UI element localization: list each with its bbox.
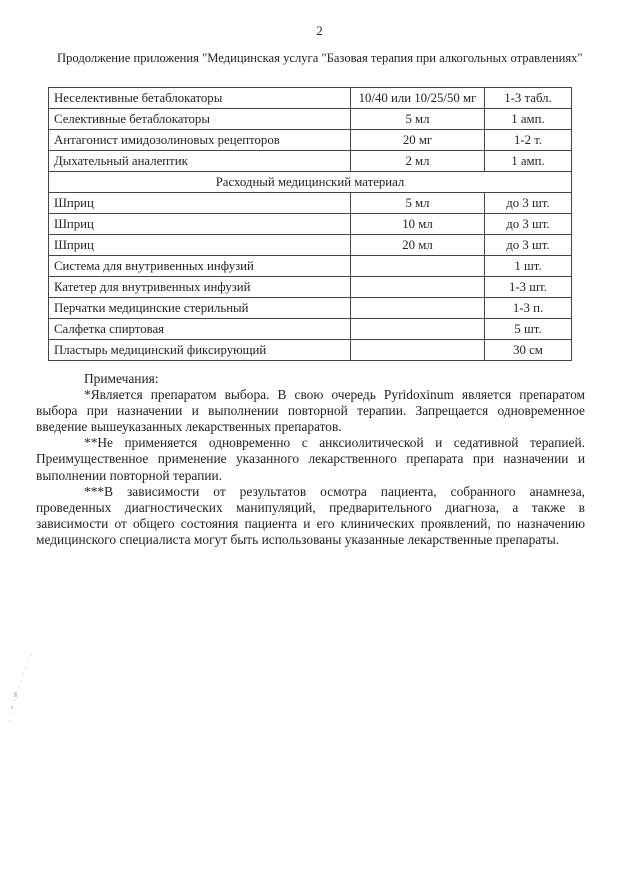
dose-cell [351, 340, 485, 361]
quantity-cell: 1 шт. [485, 256, 572, 277]
note-paragraph: **Не применяется одновременно с анксиолитической и седативной терапией. Преимущественное применение указанного лекарственного препарата при назначении и выполнении повторной терапии. [36, 435, 585, 483]
dose-cell: 10 мл [351, 214, 485, 235]
quantity-cell: до 3 шт. [485, 193, 572, 214]
item-name-cell: Перчатки медицинские стерильный [49, 298, 351, 319]
table-row [49, 256, 572, 277]
dose-cell: 5 мл [351, 109, 485, 130]
page-number: 2 [316, 23, 323, 38]
quantity-cell: 1-3 п. [485, 298, 572, 319]
table-row [49, 340, 572, 361]
item-name-cell: Шприц [49, 235, 351, 256]
item-name-cell: Пластырь медицинский фиксирующий [49, 340, 351, 361]
quantity-cell: 1-3 табл. [485, 88, 572, 109]
table-row [49, 319, 572, 340]
dose-cell: 5 мл [351, 193, 485, 214]
table-row [49, 277, 572, 298]
table-row [49, 109, 572, 130]
table-row [49, 151, 572, 172]
note-paragraph: *Является препаратом выбора. В свою очередь Pyridoxinum является препаратом выбора при назначении и выполнении повторной терапии. Запрещается одновременное введение вышеуказанных лекарственных препаратов. [36, 387, 585, 435]
table-row [49, 130, 572, 151]
dose-cell: 2 мл [351, 151, 485, 172]
quantity-cell: до 3 шт. [485, 235, 572, 256]
table-row [49, 214, 572, 235]
note-paragraph: ***В зависимости от результатов осмотра пациента, собранного анамнеза, проведенных диагностических манипуляций, предварительного диагноза, а также в зависимости от общего состояния пациента и его клинических проявлений, по назначению медицинского специалиста могут быть использованы указанные лекарственные препараты. [36, 483, 585, 547]
quantity-cell: 1-3 шт. [485, 277, 572, 298]
quantity-cell: до 3 шт. [485, 214, 572, 235]
dose-cell [351, 277, 485, 298]
item-name-cell: Антагонист имидозолиновых рецепторов [49, 130, 351, 151]
quantity-cell: 1 амп. [485, 109, 572, 130]
table-row [49, 235, 572, 256]
item-name-cell: Салфетка спиртовая [49, 319, 351, 340]
dose-cell: 10/40 или 10/25/50 мг [351, 88, 485, 109]
quantity-cell: 30 см [485, 340, 572, 361]
dose-cell [351, 298, 485, 319]
medical-service-table [48, 87, 572, 361]
appendix-continuation-header: Продолжение приложения "Медицинская услуга "Базовая терапия при алкогольных отравлениях" [57, 51, 583, 65]
table-section-row [49, 172, 572, 193]
item-name-cell: Катетер для внутривенных инфузий [49, 277, 351, 298]
table-row [49, 298, 572, 319]
notes-section [36, 371, 585, 548]
item-name-cell: Шприц [49, 214, 351, 235]
item-name-cell: Система для внутривенных инфузий [49, 256, 351, 277]
quantity-cell: 1-2 т. [485, 130, 572, 151]
table-row [49, 193, 572, 214]
dose-cell: 20 мг [351, 130, 485, 151]
quantity-cell: 5 шт. [485, 319, 572, 340]
item-name-cell: Шприц [49, 193, 351, 214]
dose-cell: 20 мл [351, 235, 485, 256]
section-header-cell: Расходный медицинский материал [49, 172, 572, 193]
quantity-cell: 1 амп. [485, 151, 572, 172]
dose-cell [351, 256, 485, 277]
table-row [49, 88, 572, 109]
scan-artifact [2, 648, 42, 728]
item-name-cell: Неселективные бетаблокаторы [49, 88, 351, 109]
item-name-cell: Селективные бетаблокаторы [49, 109, 351, 130]
dose-cell [351, 319, 485, 340]
item-name-cell: Дыхательный аналептик [49, 151, 351, 172]
notes-title: Примечания: [84, 371, 159, 386]
